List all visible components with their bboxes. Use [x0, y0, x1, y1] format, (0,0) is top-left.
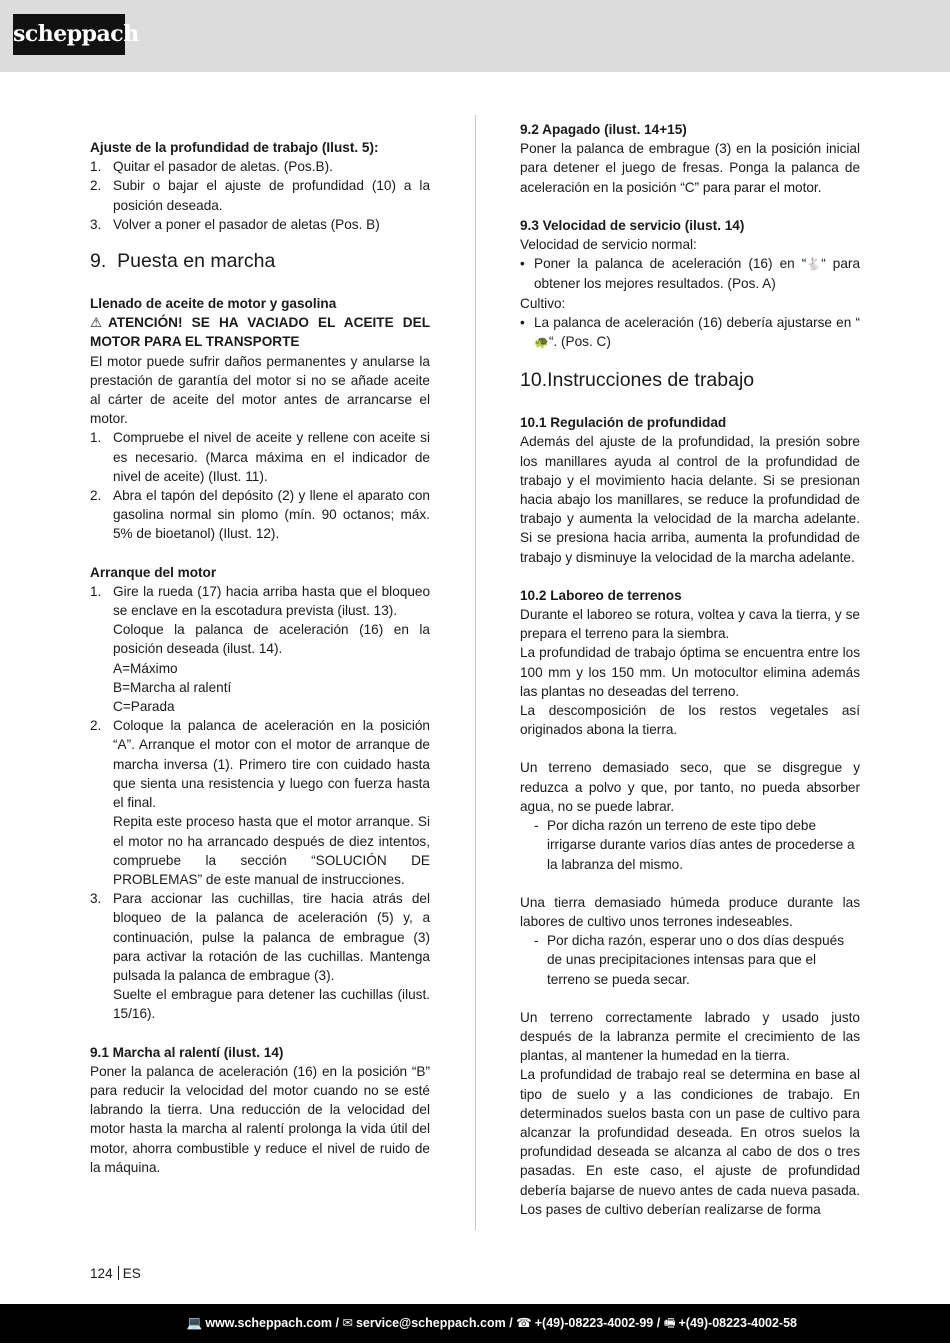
list-item: 1. Quitar el pasador de aletas. (Pos.B). — [90, 159, 333, 175]
fax-number: +(49)-08223-4002-58 — [678, 1316, 797, 1330]
computer-icon: 💻 — [186, 1316, 203, 1330]
list-item: 2. Subir o bajar el ajuste de profundidad (10) a la posición deseada. — [90, 178, 430, 213]
depth-regulation-title: 10.1 Regulación de profundidad — [520, 415, 727, 431]
engine-start-title: Arranque del motor — [90, 564, 217, 580]
warning-icon: ⚠ — [90, 315, 103, 331]
tilling-paragraph: La profundidad de trabajo real se determina en base al tipo de suelo y a las condiciones de trabajo. En determinados suelos basta con un pase de cultivo para alcanzar la profundidad deseada. En otros suelos la profundidad deseada se alcanza al cabo de dos o tres pasadas. En este caso, el ajuste de profundidad debería bajarse de nuevo antes de cada nueva pasada. Los pases de cultivo deberían realizarse de forma — [520, 1067, 860, 1217]
page-footer: 💻 www.scheppach.com / ✉ service@scheppach.com / ☎ +(49)-08223-4002-99 / 🖷 +(49)-08223-4002-58 — [0, 1304, 950, 1343]
section-10-heading: 10.Instrucciones de trabajo — [520, 369, 755, 392]
transport-warning: ⚠ ATENCIÓN! SE HA VACIADO EL ACEITE DEL MOTOR PARA EL TRANSPORTE — [90, 315, 430, 350]
email-icon: ✉ — [342, 1316, 353, 1330]
list-item: 3. Para accionar las cuchillas, tire hacia atrás del bloqueo de la palanca de aceleración (5) y, a continuación, pulse la palanca de embrague (3) para activar la rotación de las cuchillas. Mantenga pulsada la palanca de embrague (3). Suelte el embrague para detener las cuchillas (ilust. 15/16). — [90, 891, 430, 1022]
list-item: 2. Coloque la palanca de aceleración en la posición “A”. Arranque el motor con el motor de arranque de marcha inversa (1). Primero tire con cuidado hasta que sienta una resistencia y luego con fuerza hasta el final. Repita este proceso hasta que el motor arranque. Si el motor no ha arrancado después de diez intentos, compruebe la sección “SOLUCIÓN DE PROBLEMAS” de este manual de instrucciones. — [90, 718, 430, 887]
tilling-paragraph: Durante el laboreo se rotura, voltea y cava la tierra, y se prepara el terreno para la siembra. — [520, 607, 860, 642]
brand-logo: scheppach — [13, 14, 125, 55]
website-link[interactable]: www.scheppach.com — [205, 1316, 332, 1330]
rabbit-icon: 🐇 — [806, 257, 822, 272]
page-number: 124 ES — [90, 1266, 141, 1281]
shutdown-paragraph: Poner la palanca de embrague (3) en la posición inicial para detener el juego de fresas. Ponga la palanca de aceleración en la posición “C” para parar el motor. — [520, 141, 860, 195]
shutdown-title: 9.2 Apagado (ilust. 14+15) — [520, 122, 687, 137]
normal-speed-list — [520, 254, 860, 293]
normal-speed-label: Velocidad de servicio normal: — [520, 237, 697, 253]
operating-speed-title: 9.3 Velocidad de servicio (ilust. 14) — [520, 217, 745, 233]
tilling-paragraph: Un terreno correctamente labrado y usado justo después de la labranza permite el crecimiento de las plantas, al mantener la humedad en la tierra. — [520, 1009, 860, 1064]
list-item: • Poner la palanca de aceleración (16) en “🐇“ para obtener los mejores resultados. (Pos. A) — [520, 256, 860, 292]
page-header — [0, 0, 950, 72]
left-column — [90, 120, 430, 1177]
tilling-paragraph: Un terreno demasiado seco, que se disgregue y reduzca a polvo y que, por tanto, no pueda absorber agua, no se puede labrar. — [520, 760, 860, 814]
column-divider — [475, 115, 476, 1230]
list-item: 1. Compruebe el nivel de aceite y rellene con aceite si es necesario. (Marca máxima en el indicador de nivel de aceite) (Ilust. 11). — [90, 430, 430, 484]
turtle-icon: 🐢 — [534, 335, 549, 350]
depth-adjust-list — [90, 157, 430, 234]
list-item: 2. Abra el tapón del depósito (2) y llene el aparato con gasolina normal sin plomo (mín. 90 octanos; máx. 5% de bioetanol) (Ilust. 12). — [90, 488, 430, 542]
list-item: 3. Volver a poner el pasador de aletas (Pos. B) — [90, 216, 380, 232]
section-9-heading: 9. Puesta en marcha — [90, 250, 276, 273]
tilling-paragraph: La descomposición de los restos vegetales así originados abona la tierra. — [520, 703, 860, 738]
tilling-paragraph: La profundidad de trabajo óptima se encuentra entre los 100 mm y los 150 mm. Un motocultor elimina además las plantas no deseadas del terreno. — [520, 645, 860, 699]
oil-paragraph: El motor puede sufrir daños permanentes y anularse la prestación de garantía del motor si no se añade aceite al cárter de aceite del motor antes de arrancarse el motor. — [90, 353, 430, 427]
phone-number: +(49)-08223-4002-99 — [534, 1316, 654, 1330]
oil-fuel-title: Llenado de aceite de motor y gasolina — [90, 296, 337, 312]
cultivation-label: Cultivo: — [520, 295, 566, 311]
dry-soil-list — [520, 816, 860, 874]
list-item: 1. Gire la rueda (17) hacia arriba hasta que el bloqueo se enclave en la escotadura prevista (ilust. 13). Coloque la palanca de aceleración (16) en la posición deseada (ilust. 14). A=Máximo B=Marcha al ralentí C=Parada — [90, 583, 430, 715]
idle-paragraph: Poner la palanca de aceleración (16) en la posición “B” para reducir la velocidad del motor cuando no se esté labrando la tierra. Una reducción de la velocidad del motor hasta la marcha al ralentí prolonga la vida útil del motor, ahorra combustible y reduce el nivel de ruido de la máquina. — [90, 1063, 430, 1175]
wet-soil-list — [520, 931, 860, 989]
tilling-paragraph: Una tierra demasiado húmeda produce durante las labores de cultivo unos terrones indeseables. — [520, 894, 860, 929]
phone-icon: ☎ — [516, 1316, 532, 1330]
soil-tilling-title: 10.2 Laboreo de terrenos — [520, 587, 682, 603]
email-link[interactable]: service@scheppach.com — [355, 1316, 506, 1330]
idle-title: 9.1 Marcha al ralentí (ilust. 14) — [90, 1044, 284, 1060]
list-item: • La palanca de aceleración (16) debería ajustarse en “🐢“. (Pos. C) — [520, 313, 860, 352]
oil-list — [90, 428, 430, 543]
depth-adjust-title: Ajuste de la profundidad de trabajo (Ilust. 5): — [90, 140, 379, 155]
fax-icon: 🖷 — [663, 1316, 676, 1330]
right-column — [520, 120, 860, 1219]
list-item: - Por dicha razón un terreno de este tipo debe irrigarse durante varios días antes de procederse a la labranza del mismo. — [534, 818, 855, 872]
cultivation-list — [520, 313, 860, 352]
depth-regulation-paragraph: Además del ajuste de la profundidad, la presión sobre los manillares ayuda al control de la profundidad de trabajo y el movimiento hacia delante. Si se presionan hacia abajo los manillares, se reduce la profundidad de trabajo y aumenta la velocidad de la marcha adelante. Si se presiona hacia arriba, aumenta la profundidad de trabajo y disminuye la velocidad de la marcha adelante. — [520, 434, 860, 565]
list-item: - Por dicha razón, esperar uno o dos días después de unas precipitaciones intensas para que el terreno se pueda secar. — [534, 933, 844, 987]
engine-start-list — [90, 582, 430, 1024]
